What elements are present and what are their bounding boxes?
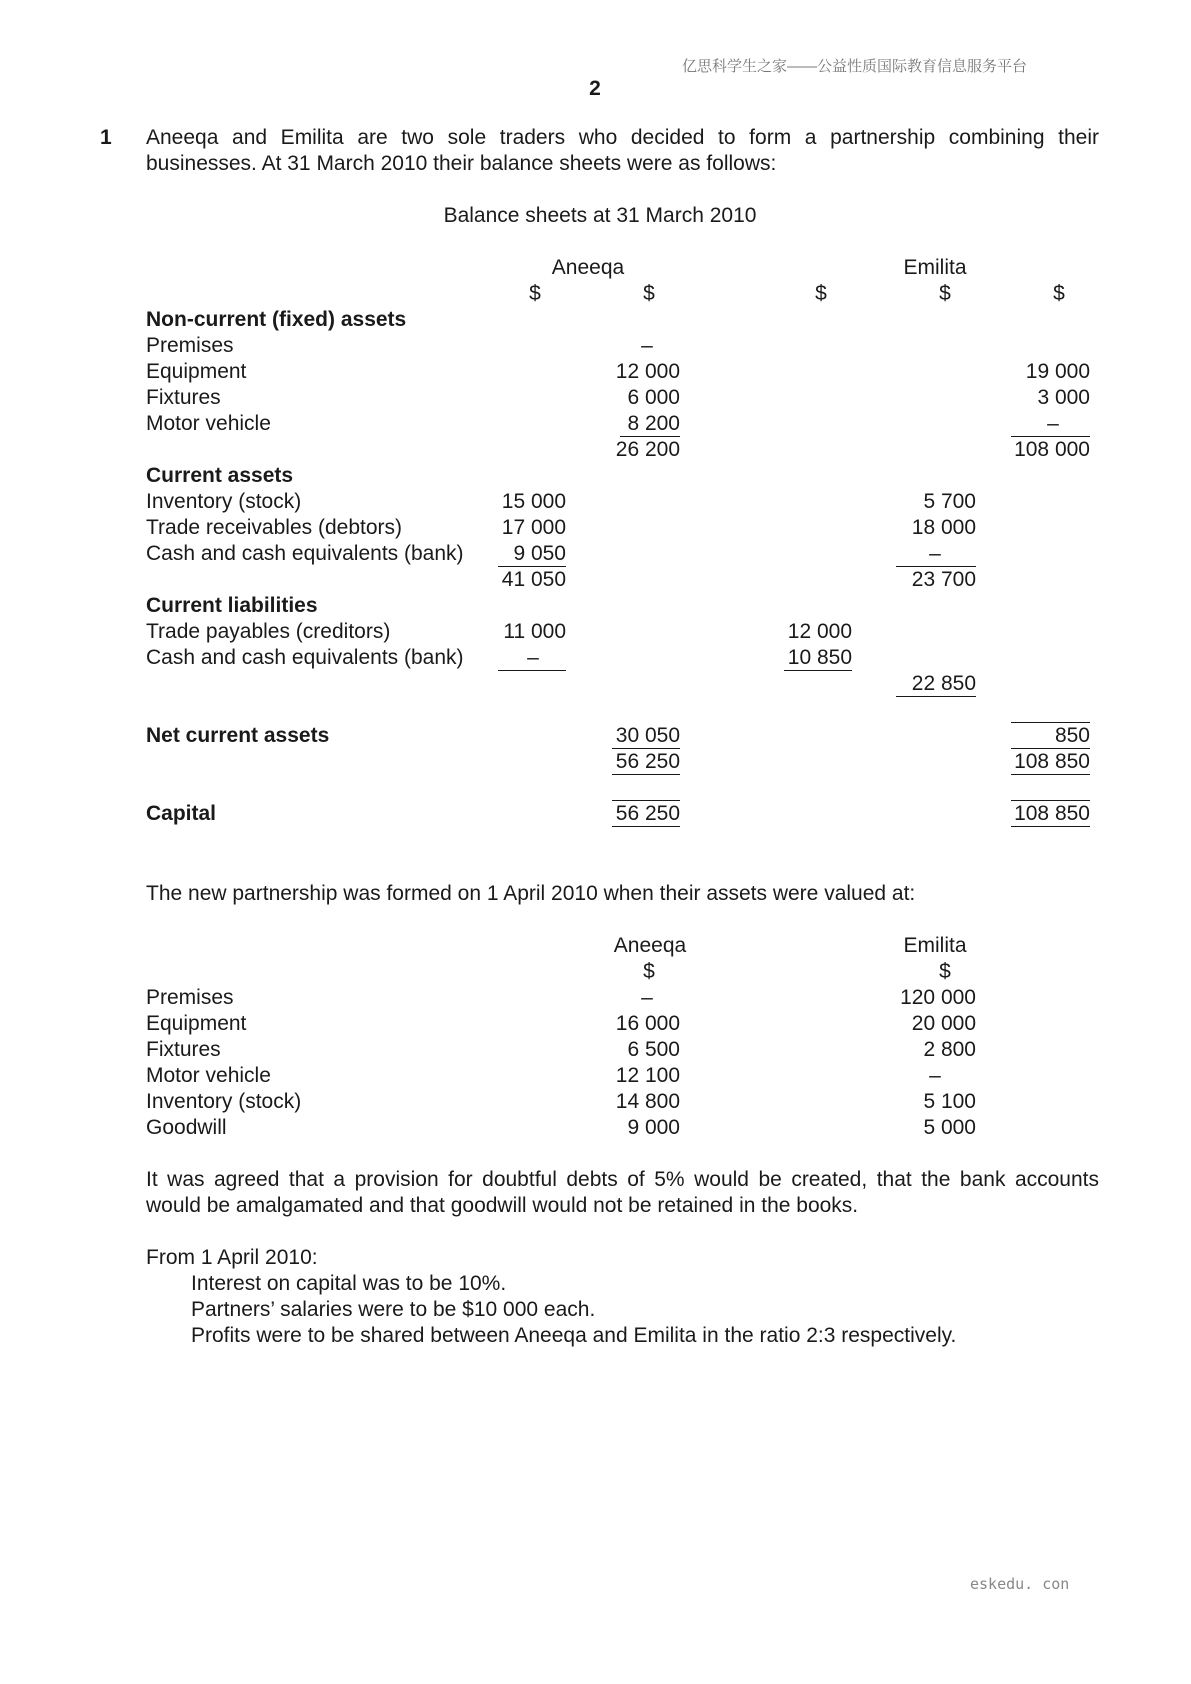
value-cell: 12 000	[615, 360, 680, 383]
value-cell: 5 700	[923, 490, 976, 513]
provision-line-1: It was agreed that a provision for doubtful debts of 5% would be created, that the bank accounts	[146, 1168, 1099, 1191]
col-group-emilita: Emilita	[903, 256, 967, 279]
underline-rule	[1011, 774, 1090, 775]
col-header-aneeqa: Aneeqa	[613, 934, 687, 957]
underline-rule	[896, 696, 976, 697]
row-label: Cash and cash equivalents (bank)	[146, 646, 464, 669]
row-label: Premises	[146, 986, 234, 1009]
value-cell: 18 000	[911, 516, 976, 539]
row-label: Goodwill	[146, 1116, 227, 1139]
value-cell: 20 000	[911, 1012, 976, 1035]
row-label: Motor vehicle	[146, 1064, 271, 1087]
row-label: Inventory (stock)	[146, 490, 302, 513]
section-heading-current-liabilities: Current liabilities	[146, 594, 318, 617]
col-group-aneeqa: Aneeqa	[551, 256, 625, 279]
value-cell: –	[929, 542, 941, 565]
col-header-emilita: Emilita	[903, 934, 967, 957]
currency-header: $	[939, 282, 951, 305]
value-cell: 10 850	[787, 646, 852, 669]
section-heading-current-assets: Current assets	[146, 464, 294, 487]
underline-rule	[612, 774, 680, 775]
section-heading-non-current: Non-current (fixed) assets	[146, 308, 407, 331]
question-number: 1	[100, 126, 112, 149]
subtotal-current-assets-aneeqa: 41 050	[501, 568, 566, 591]
row-label: Fixtures	[146, 386, 221, 409]
value-cell: 2 800	[923, 1038, 976, 1061]
term-item: Partners’ salaries were to be $10 000 each.	[191, 1298, 596, 1321]
value-cell: 5 000	[923, 1116, 976, 1139]
currency-header: $	[643, 960, 655, 983]
row-label: Inventory (stock)	[146, 1090, 302, 1113]
net-current-assets-label: Net current assets	[146, 724, 330, 747]
value-cell: 12 000	[787, 620, 852, 643]
underline-rule	[784, 670, 852, 671]
row-label: Premises	[146, 334, 234, 357]
row-label: Fixtures	[146, 1038, 221, 1061]
terms-intro: From 1 April 2010:	[146, 1246, 318, 1269]
value-cell: 3 000	[1037, 386, 1090, 409]
value-cell: –	[641, 986, 653, 1009]
row-label: Motor vehicle	[146, 412, 271, 435]
underline-rule	[612, 826, 680, 827]
currency-header: $	[815, 282, 827, 305]
provision-paragraph	[146, 1167, 1099, 1219]
value-cell: 19 000	[1025, 360, 1090, 383]
currency-header: $	[529, 282, 541, 305]
footer-watermark-text: eskedu. con	[970, 1575, 1070, 1593]
underline-rule	[1011, 826, 1090, 827]
row-label: Trade receivables (debtors)	[146, 516, 402, 539]
currency-header: $	[1053, 282, 1065, 305]
value-cell: 120 000	[900, 986, 976, 1009]
capital-label: Capital	[146, 802, 217, 825]
value-cell: 9 000	[627, 1116, 680, 1139]
value-cell: –	[527, 646, 539, 669]
value-cell: 14 800	[615, 1090, 680, 1113]
subtotal-non-current-aneeqa: 26 200	[615, 438, 680, 461]
value-cell: –	[929, 1064, 941, 1087]
value-cell: 15 000	[501, 490, 566, 513]
intro-paragraph	[146, 125, 1099, 177]
intro-line-1: Aneeqa and Emilita are two sole traders who decided to form a partnership combining their	[146, 126, 1099, 149]
value-cell: 5 100	[923, 1090, 976, 1113]
provision-line-2: would be amalgamated and that goodwill would not be retained in the books.	[146, 1194, 859, 1217]
partnership-formed-text: The new partnership was formed on 1 April 2010 when their assets were valued at:	[146, 882, 916, 905]
value-cell: 6 500	[627, 1038, 680, 1061]
currency-header: $	[939, 960, 951, 983]
capital-aneeqa: 56 250	[615, 802, 680, 825]
net-current-assets-aneeqa: 30 050	[615, 724, 680, 747]
row-label: Equipment	[146, 1012, 247, 1035]
intro-line-2: businesses. At 31 March 2010 their balance sheets were as follows:	[146, 152, 777, 175]
value-cell: 16 000	[615, 1012, 680, 1035]
row-label: Trade payables (creditors)	[146, 620, 391, 643]
value-cell: 9 050	[513, 542, 566, 565]
value-cell: –	[641, 334, 653, 357]
header-watermark-text: 亿思科学生之家——公益性质国际教育信息服务平台	[682, 58, 1028, 75]
value-cell: 17 000	[501, 516, 566, 539]
value-cell: 8 200	[627, 412, 680, 435]
net-assets-total-emilita: 108 850	[1014, 750, 1090, 773]
row-label: Cash and cash equivalents (bank)	[146, 542, 464, 565]
value-cell: 11 000	[503, 620, 566, 643]
currency-header: $	[643, 282, 655, 305]
subtotal-current-assets-emilita: 23 700	[911, 568, 976, 591]
value-cell: –	[1047, 412, 1059, 435]
subtotal-current-liabilities-emilita: 22 850	[911, 672, 976, 695]
row-label: Equipment	[146, 360, 247, 383]
net-current-assets-emilita: 850	[1054, 724, 1090, 747]
term-item: Interest on capital was to be 10%.	[191, 1272, 507, 1295]
balance-sheet-title: Balance sheets at 31 March 2010	[443, 204, 757, 227]
term-item: Profits were to be shared between Aneeqa and Emilita in the ratio 2:3 respectively.	[191, 1324, 957, 1347]
value-cell: 6 000	[627, 386, 680, 409]
capital-emilita: 108 850	[1014, 802, 1090, 825]
value-cell: 12 100	[615, 1064, 680, 1087]
page-number: 2	[589, 77, 601, 100]
subtotal-non-current-emilita: 108 000	[1014, 438, 1090, 461]
net-assets-total-aneeqa: 56 250	[615, 750, 680, 773]
underline-rule	[498, 670, 566, 671]
